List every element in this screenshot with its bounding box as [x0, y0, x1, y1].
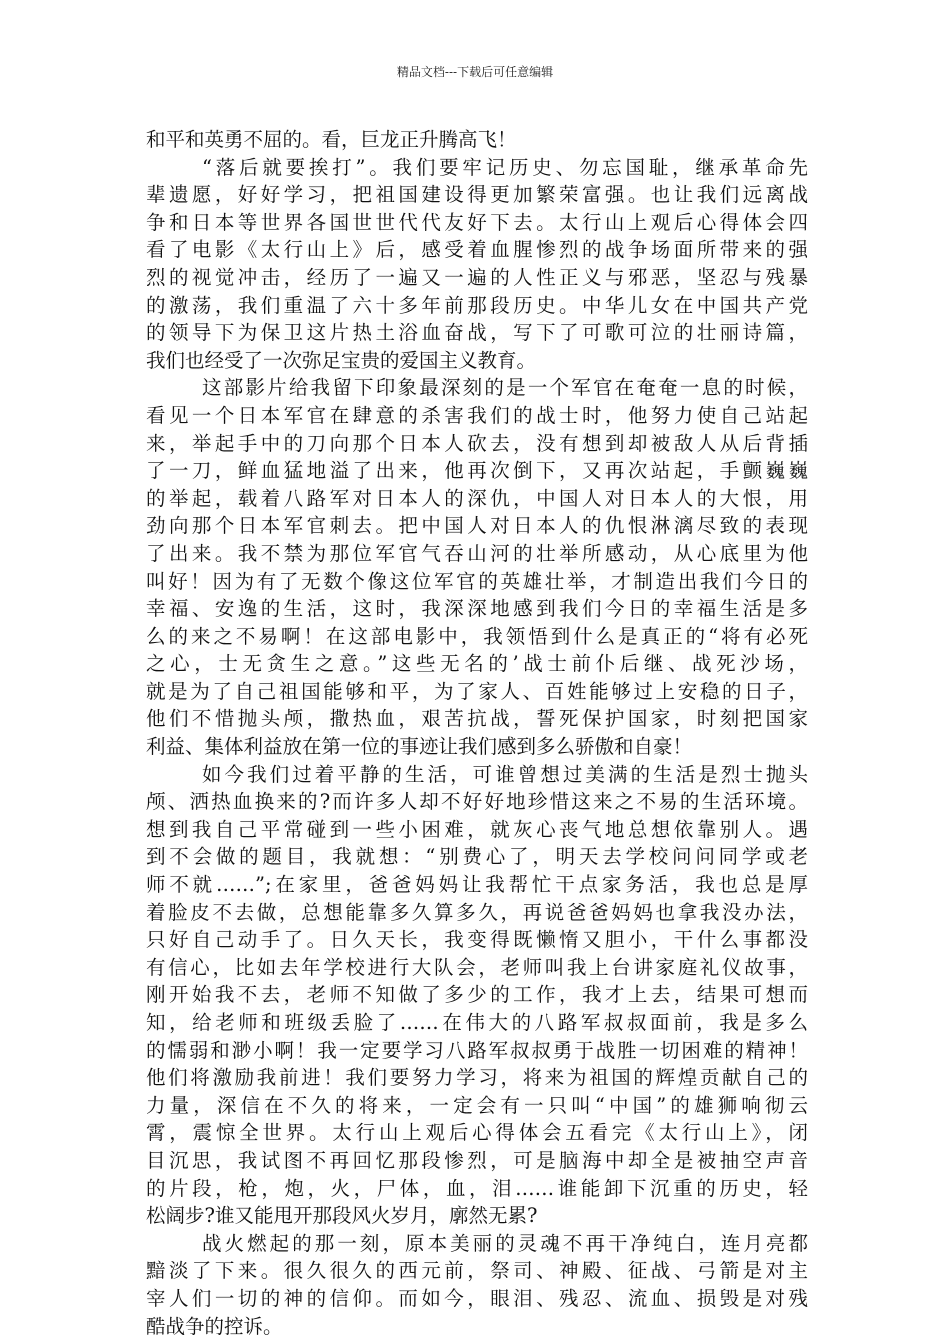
text-line: 叫好！因为有了无数个像这位军官的英雄壮举，才制造出我们今日的	[146, 569, 808, 593]
text-line: 劲向那个日本军官刺去。把中国人对日本人的仇恨淋漓尽致的表现	[146, 514, 808, 538]
text-line: 到不会做的题目，我就想：“别费心了，明天去学校问问同学或老	[146, 845, 808, 869]
text-line: 力量，深信在不久的将来，一定会有一只叫“中国”的雄狮响彻云	[146, 1093, 808, 1117]
paragraph	[146, 1230, 808, 1340]
paragraph	[146, 154, 808, 375]
text-line: 着脸皮不去做，总想能靠多久算多久，再说爸爸妈妈也拿我没办法，	[146, 900, 808, 924]
text-line: 和平和英勇不屈的。看，巨龙正升腾高飞！	[146, 128, 517, 151]
text-line: 么的来之不易啊！在这部电影中，我领悟到什么是真正的“将有必死	[146, 624, 808, 648]
text-line: 他们将激励我前进！我们要努力学习，将来为祖国的辉煌贡献自己的	[146, 1066, 808, 1090]
text-line: 的领导下为保卫这片热土浴血奋战，写下了可歌可泣的壮丽诗篇，	[146, 321, 808, 345]
text-line: 来，举起手中的刀向那个日本人砍去，没有想到却被敌人从后背插	[146, 431, 808, 455]
paragraph	[146, 374, 808, 760]
text-line: 宰人们一切的神的信仰。而如今，眼泪、残忍、流血、损毁是对残	[146, 1286, 808, 1310]
text-line: 我们也经受了一次弥足宝贵的爱国主义教育。	[146, 348, 537, 372]
text-line: 如今我们过着平静的生活，可谁曾想过美满的生活是烈士抛头	[202, 762, 808, 786]
text-line: 看见一个日本军官在肆意的杀害我们的战士时，他努力使自己站起	[146, 403, 808, 427]
text-line: 松阔步?谁又能甩开那段风火岁月，廓然无累?	[146, 1204, 538, 1228]
text-line: 烈的视觉冲击，经历了一遍又一遍的人性正义与邪恶，坚忍与残暴	[146, 265, 808, 289]
text-line: 战火燃起的那一刻，原本美丽的灵魂不再干净纯白，连月亮都	[202, 1231, 808, 1255]
text-line: 看了电影《太行山上》后，感受着血腥惨烈的战争场面所带来的强	[146, 238, 808, 262]
text-line: 的激荡，我们重温了六十多年前那段历史。中华儿女在中国共产党	[146, 293, 808, 317]
text-line: 目沉思，我试图不再回忆那段惨烈，可是脑海中却全是被抽空声音	[146, 1148, 808, 1172]
text-line: 有信心，比如去年学校进行大队会，老师叫我上台讲家庭礼仪故事，	[146, 955, 808, 979]
text-line: 的懦弱和渺小啊！我一定要学习八路军叔叔勇于战胜一切困难的精神！	[146, 1038, 808, 1062]
text-line: 只好自己动手了。日久天长，我变得既懒惰又胆小，干什么事都没	[146, 928, 808, 952]
document-body	[146, 126, 808, 1340]
text-line: 知，给老师和班级丢脸了……在伟大的八路军叔叔面前，我是多么	[146, 1011, 808, 1034]
text-line: 的片段，枪，炮，火，尸体，血，泪……谁能卸下沉重的历史，轻	[146, 1176, 808, 1200]
text-line: “落后就要挨打”。我们要牢记历史、勿忘国耻，继承革命先	[202, 155, 808, 179]
text-line: 之心，士无贪生之意。”这些无名的’战士前仆后继、战死沙场，	[146, 652, 808, 676]
text-line: 酷战争的控诉。	[146, 1314, 283, 1338]
text-line: 幸福、安逸的生活，这时，我深深地感到我们今日的幸福生活是多	[146, 597, 808, 621]
text-line: 了一刀，鲜血猛地溢了出来，他再次倒下，又再次站起，手颤巍巍	[146, 459, 808, 483]
text-line: 争和日本等世界各国世世代代友好下去。太行山上观后心得体会四	[146, 210, 808, 234]
text-line: 就是为了自己祖国能够和平，为了家人、百姓能够过上安稳的日子，	[146, 679, 808, 703]
text-line: 想到我自己平常碰到一些小困难，就灰心丧气地总想依靠别人。遇	[146, 817, 808, 841]
text-line: 刚开始我不去，老师不知做了多少的工作，我才上去，结果可想而	[146, 983, 808, 1007]
text-line: 师不就……”;在家里，爸爸妈妈让我帮忙干点家务活，我也总是厚	[146, 873, 808, 897]
text-line: 他们不惜抛头颅，撒热血，艰苦抗战，誓死保护国家，时刻把国家	[146, 707, 808, 731]
text-line: 了出来。我不禁为那位军官气吞山河的壮举所感动，从心底里为他	[146, 541, 808, 565]
text-line: 这部影片给我留下印象最深刻的是一个军官在奄奄一息的时候，	[202, 376, 808, 400]
text-line: 利益、集体利益放在第一位的事迹让我们感到多么骄傲和自豪！	[146, 735, 693, 759]
text-line: 黯淡了下来。很久很久的西元前，祭司、神殿、征战、弓箭是对主	[146, 1259, 808, 1283]
page-header: 精品文档---下载后可任意编辑	[396, 65, 554, 79]
paragraph	[146, 126, 808, 154]
text-line: 辈遗愿，好好学习，把祖国建设得更加繁荣富强。也让我们远离战	[146, 183, 808, 207]
text-line: 颅、洒热血换来的?而许多人却不好好地珍惜这来之不易的生活环境。	[146, 790, 808, 814]
paragraph-list	[146, 126, 808, 1340]
text-line: 霄，震惊全世界。太行山上观后心得体会五看完《太行山上》，闭	[146, 1121, 808, 1145]
text-line: 的举起，载着八路军对日本人的深仇，中国人对日本人的大恨，用	[146, 486, 808, 510]
paragraph	[146, 761, 808, 1230]
